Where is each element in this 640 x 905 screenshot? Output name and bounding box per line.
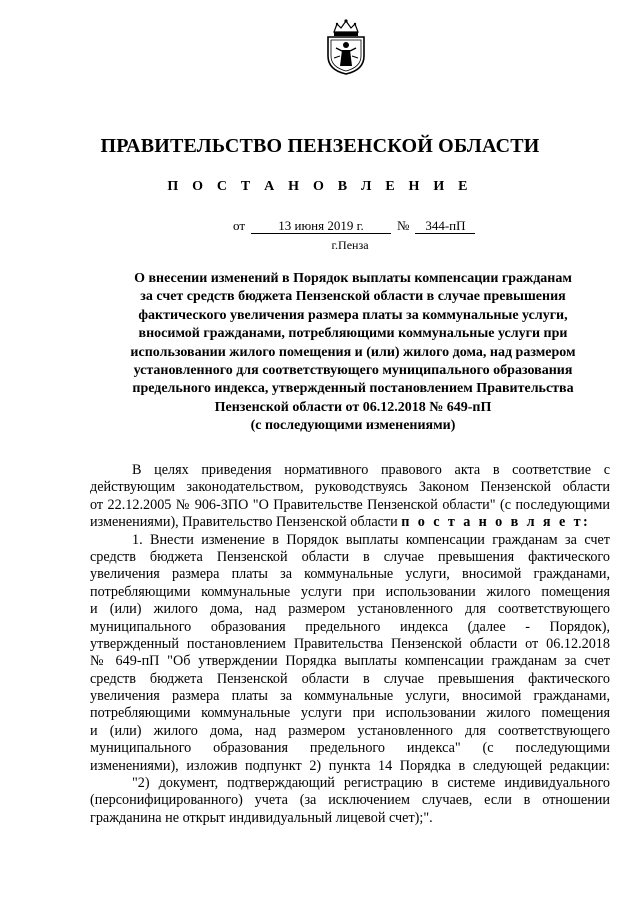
heading-line: О внесении изменений в Порядок выплаты компенсации гражданам — [134, 271, 572, 286]
heading-line: (с последующими изменениями) — [250, 418, 456, 434]
body-line: № 649-пП "Об утверждении Порядка выплаты компенсации гражданам за счет — [90, 653, 610, 670]
city: г.Пенза — [331, 238, 369, 252]
body-line: гражданина не открыт индивидуальный лицевой счет);". — [90, 809, 433, 826]
government-title: ПРАВИТЕЛЬСТВО ПЕНЗЕНСКОЙ ОБЛАСТИ — [100, 135, 540, 157]
number-label: № — [397, 218, 410, 233]
document-heading — [108, 270, 598, 436]
body-line: увеличения размера платы за коммунальные услуги, вносимой гражданами, — [90, 688, 610, 705]
heading-line: за счет средств бюджета Пензенской области в случае превышения — [140, 289, 566, 305]
body-line: "2) документ, подтверждающий регистрацию в системе индивидуального — [132, 775, 610, 792]
document-type: П О С Т А Н О В Л Е Н И Е — [167, 179, 473, 194]
heading-line: использовании жилого помещения и (или) жилого дома, над размером — [130, 344, 576, 360]
penza-coat-of-arms-icon — [322, 18, 370, 76]
heading-line: Пензенской области от 06.12.2018 № 649-пП — [214, 399, 492, 415]
heading-line: фактического увеличения размера платы за коммунальные услуги, — [138, 307, 568, 323]
heading-line: вносимой гражданами, потребляющими коммунальные услуги при — [138, 326, 568, 342]
body-line: (персонифицированного) учета (за исключением случаев, если в отношении — [90, 792, 610, 809]
body-line-text: изменениями), Правительство Пензенской области — [90, 514, 398, 531]
body-line: изменениями), изложив подпункт 2) пункта 14 Порядка в следующей редакции: — [90, 757, 610, 774]
body-line: потребляющими коммунальные услуги при использовании жилого помещения — [90, 583, 610, 600]
body-line: от 22.12.2005 № 906-ЗПО "О Правительстве Пензенской области" (с последующими — [90, 496, 610, 513]
date-label: от — [233, 218, 246, 233]
heading-line: установленного для соответствующего муниципального образования — [133, 363, 573, 379]
body-line: средств бюджета Пензенской области в случае превышения фактического — [90, 670, 610, 687]
body-line: средств бюджета Пензенской области в случае превышения фактического — [90, 548, 610, 565]
body-line: муниципального образования предельного индекса (далее - Порядок), — [90, 618, 610, 635]
body-line: и (или) жилого дома, над размером установленного для соответствующего — [90, 601, 610, 618]
body-line: В целях приведения нормативного правового акта в соответствие с — [132, 462, 610, 478]
body-line — [90, 514, 610, 531]
body-line: 1. Внести изменение в Порядок выплаты компенсации гражданам за счет — [132, 531, 610, 548]
document-body — [90, 462, 610, 827]
heading-line: предельного индекса, утвержденный постановлением Правительства — [132, 381, 574, 397]
body-line: утвержденный постановлением Правительства Пензенской области от 06.12.2018 — [90, 635, 610, 652]
number-value: 344-пП — [415, 219, 475, 234]
body-line: муниципального образования предельного индекса" (с последующими — [90, 740, 610, 757]
date-value: 13 июня 2019 г. — [251, 219, 391, 234]
body-line: действующим законодательством, руководствуясь Законом Пензенской области — [90, 479, 610, 496]
body-line: увеличения размера платы за коммунальные услуги, вносимой гражданами, — [90, 566, 610, 583]
date-number-line — [233, 218, 475, 234]
body-line: и (или) жилого дома, над размером установленного для соответствующего — [90, 722, 610, 739]
decree-word: п о с т а н о в л я е т: — [401, 514, 591, 531]
body-line: потребляющими коммунальные услуги при использовании жилого помещения — [90, 705, 610, 722]
